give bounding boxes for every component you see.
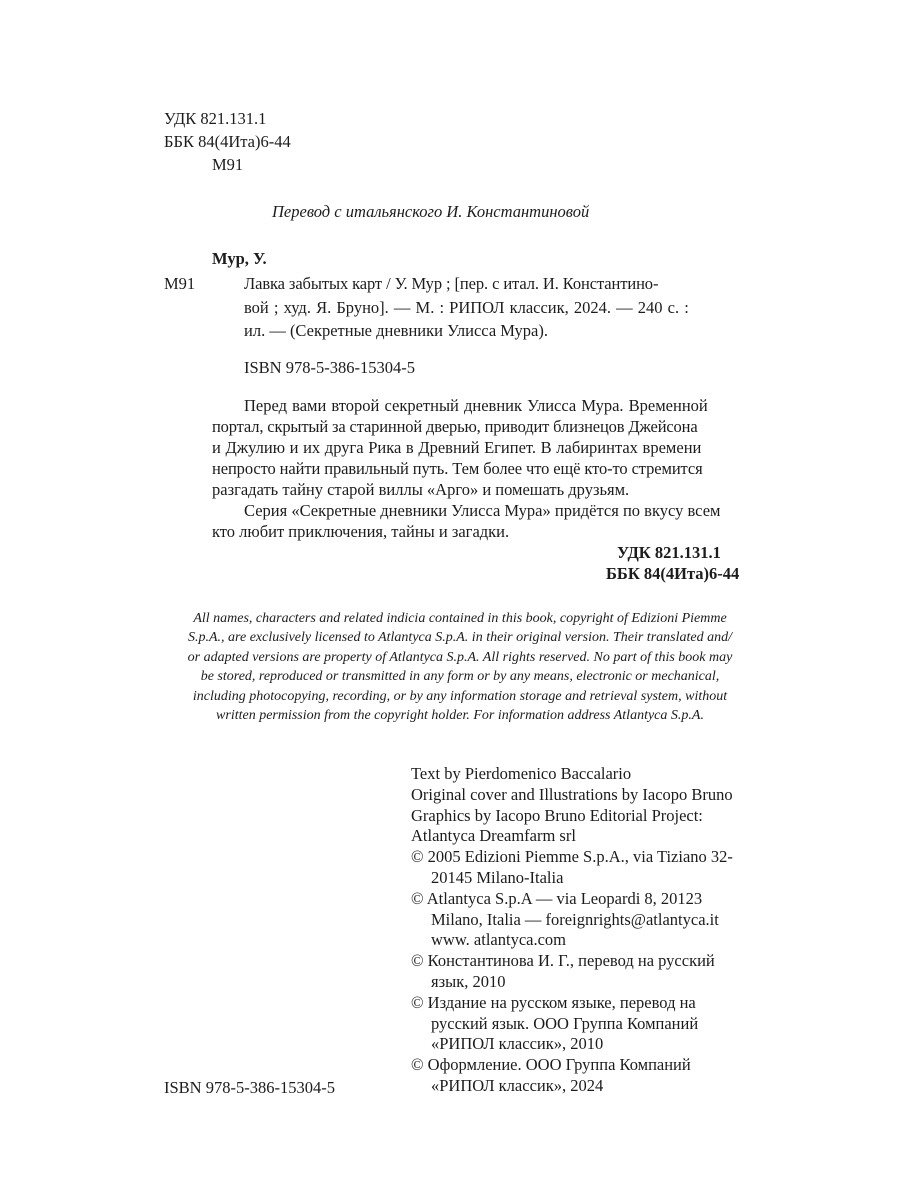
rights-entry-cont: «РИПОЛ классик», 2010 — [431, 1034, 604, 1054]
record-line: вой ; худ. Я. Бруно]. — М. : РИПОЛ классик, 2024. — 240 с. : — [244, 298, 689, 317]
rights-entry: © Оформление. ООО Группа Компаний — [411, 1055, 691, 1075]
rights-entry-cont: www. atlantyca.com — [431, 930, 567, 950]
rights-entry-cont: Milano, Italia — foreignrights@atlantyca.it — [431, 909, 719, 929]
author-mark: М91 — [212, 155, 244, 174]
annotation-line: портал, скрытый за старинной дверью, приводит близнецов Джейсона — [212, 417, 698, 436]
annotation-line: непросто найти правильный путь. Тем более что ещё кто-то стремится — [212, 459, 703, 478]
record-line: ил. — (Секретные дневники Улисса Мура). — [244, 321, 548, 340]
annotation-line: разгадать тайну старой виллы «Арго» и помешать друзьям. — [212, 480, 630, 499]
credits-line: Atlantyca Dreamfarm srl — [411, 826, 576, 846]
copyright-line: All names, characters and related indicia contained in this book, copyright of Edizioni Piemme — [193, 611, 727, 626]
copyright-notice — [140, 609, 780, 725]
udk-code: УДК 821.131.1 — [164, 109, 267, 128]
annotation-line: Перед вами второй секретный дневник Улисса Мура. Временной — [244, 396, 708, 415]
translation-note: Перевод с итальянского И. Константиновой — [272, 202, 590, 221]
rights-entry: © Издание на русском языке, перевод на — [411, 992, 696, 1012]
annotation-line: и Джулию и их друга Рика в Древний Египет. В лабиринтах времени — [212, 438, 702, 457]
copyright-line: or adapted versions are property of Atlantyca S.p.A. All rights reserved. No part of this book may — [187, 649, 733, 665]
rights-entry: © Atlantyca S.p.A — via Leopardi 8, 20123 — [411, 888, 703, 908]
record-isbn: ISBN 978-5-386-15304-5 — [244, 358, 415, 377]
credits-line: Graphics by Iacopo Bruno Editorial Project: — [411, 805, 703, 825]
annotation-bbk: ББК 84(4Ита)6-44 — [606, 564, 740, 583]
rights-entry-cont: русский язык. ООО Группа Компаний — [431, 1013, 699, 1033]
copyright-line: written permission from the copyright holder. For information address Atlantyca S.p.A. — [216, 708, 704, 724]
rights-entry-cont: 20145 Milano-Italia — [431, 867, 564, 887]
copyright-line: including photocopying, recording, or by any information storage and retrieval system, without — [192, 688, 728, 704]
credits-line: Text by Pierdomenico Baccalario — [411, 764, 632, 783]
bbk-code: ББК 84(4Ита)6-44 — [164, 132, 291, 151]
credits-block — [411, 764, 733, 1097]
record-line: Лавка забытых карт / У. Мур ; [пер. с итал. И. Константино- — [244, 274, 659, 293]
record-author-mark: М91 — [164, 274, 196, 293]
rights-entry: © Константинова И. Г., перевод на русский — [411, 951, 715, 971]
footer-isbn: ISBN 978-5-386-15304-5 — [164, 1078, 335, 1097]
copyright-line: S.p.A., are exclusively licensed to Atlantyca S.p.A. in their original version. Their translated and/ — [188, 630, 732, 646]
annotation-line: Серия «Секретные дневники Улисса Мура» придётся по вкусу всем — [244, 501, 721, 520]
copyright-line: be stored, reproduced or transmitted in any form or by any means, electronic or mechanical, — [200, 669, 720, 685]
annotation-udk: УДК 821.131.1 — [617, 543, 721, 562]
author-heading: Мур, У. — [212, 249, 267, 268]
rights-entry-cont: «РИПОЛ классик», 2024 — [431, 1075, 604, 1095]
rights-entry-cont: язык, 2010 — [431, 971, 506, 991]
credits-line: Original cover and Illustrations by Iacopo Bruno — [411, 784, 733, 804]
rights-entry: © 2005 Edizioni Piemme S.p.A., via Tiziano 32- — [411, 847, 733, 867]
annotation-line: кто любит приключения, тайны и загадки. — [212, 522, 510, 541]
